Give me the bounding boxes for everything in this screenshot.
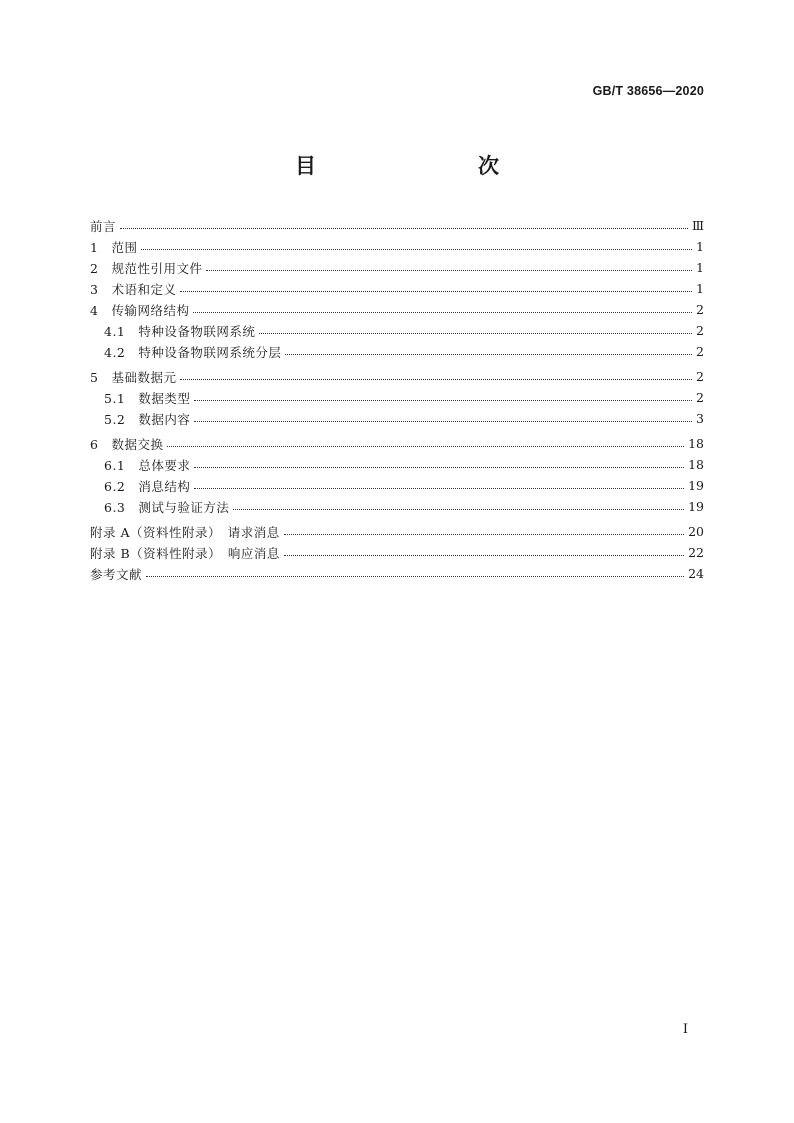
toc-entry-label: 参考文献 [90,566,143,582]
toc-entry-page: 19 [688,499,704,514]
toc-entry[interactable] [90,366,704,387]
toc-entry[interactable] [90,215,704,236]
toc-entry-page: 2 [696,302,704,317]
toc-entry[interactable] [90,299,704,320]
toc-entry-label: 6.2 消息结构 [104,478,191,494]
toc-entry-page: 2 [696,323,704,338]
toc-entry-label: 附录 A（资料性附录） 请求消息 [90,524,280,540]
toc-entry-page: 22 [688,545,704,560]
toc-entry[interactable] [90,408,704,429]
toc-entry-label: 5 基础数据元 [90,369,177,385]
toc-entry-page: 18 [688,436,704,451]
toc-entry[interactable] [90,563,704,584]
toc-leader-dots [194,420,692,422]
toc-entry[interactable] [90,320,704,341]
toc-entry-page: 2 [696,344,704,359]
toc-entry-page: 1 [696,239,704,254]
toc-leader-dots [284,554,684,556]
toc-entry-label: 6.1 总体要求 [104,457,191,473]
toc-entry[interactable] [90,542,704,563]
toc-leader-dots [194,466,684,468]
toc-entry-page: 20 [688,524,704,539]
table-of-contents [90,215,704,584]
toc-entry-label: 4.1 特种设备物联网系统 [104,323,256,339]
toc-leader-dots [146,575,684,577]
toc-leader-dots [180,378,692,380]
toc-leader-dots [180,290,692,292]
toc-entry-label: 4 传输网络结构 [90,302,190,318]
toc-entry[interactable] [90,496,704,517]
standard-code: GB/T 38656—2020 [592,84,704,98]
toc-entry-page: 18 [688,457,704,472]
toc-entry-label: 5.2 数据内容 [104,411,191,427]
toc-leader-dots [206,269,692,271]
toc-leader-dots [259,332,692,334]
toc-entry-page: 2 [696,369,704,384]
toc-entry-label: 6 数据交换 [90,436,164,452]
toc-leader-dots [120,227,688,229]
toc-entry[interactable] [90,278,704,299]
toc-entry[interactable] [90,433,704,454]
page-number: I [682,1022,688,1037]
toc-leader-dots [194,487,684,489]
toc-entry-label: 3 术语和定义 [90,281,177,297]
toc-entry[interactable] [90,454,704,475]
toc-entry-label: 6.3 测试与验证方法 [104,499,230,515]
toc-leader-dots [233,508,684,510]
toc-leader-dots [167,445,684,447]
toc-leader-dots [141,248,692,250]
toc-entry-label: 5.1 数据类型 [104,390,191,406]
toc-entry-page: Ⅲ [691,218,704,233]
toc-entry-label: 1 范围 [90,239,138,255]
toc-entry-label: 2 规范性引用文件 [90,260,203,276]
toc-entry[interactable] [90,236,704,257]
toc-entry[interactable] [90,257,704,278]
toc-entry-page: 24 [688,566,704,581]
toc-entry-page: 2 [696,390,704,405]
toc-entry-page: 3 [696,411,704,426]
toc-entry[interactable] [90,341,704,362]
toc-leader-dots [193,311,692,313]
toc-entry-page: 19 [688,478,704,493]
toc-entry-label: 前言 [90,218,117,234]
toc-entry[interactable] [90,387,704,408]
toc-entry-label: 附录 B（资料性附录） 响应消息 [90,545,280,561]
page-title: 目 次 [295,154,539,178]
toc-entry[interactable] [90,521,704,542]
toc-entry-page: 1 [696,260,704,275]
toc-entry[interactable] [90,475,704,496]
toc-leader-dots [285,353,692,355]
toc-leader-dots [194,399,692,401]
toc-leader-dots [284,533,684,535]
toc-entry-label: 4.2 特种设备物联网系统分层 [104,344,282,360]
toc-entry-page: 1 [696,281,704,296]
